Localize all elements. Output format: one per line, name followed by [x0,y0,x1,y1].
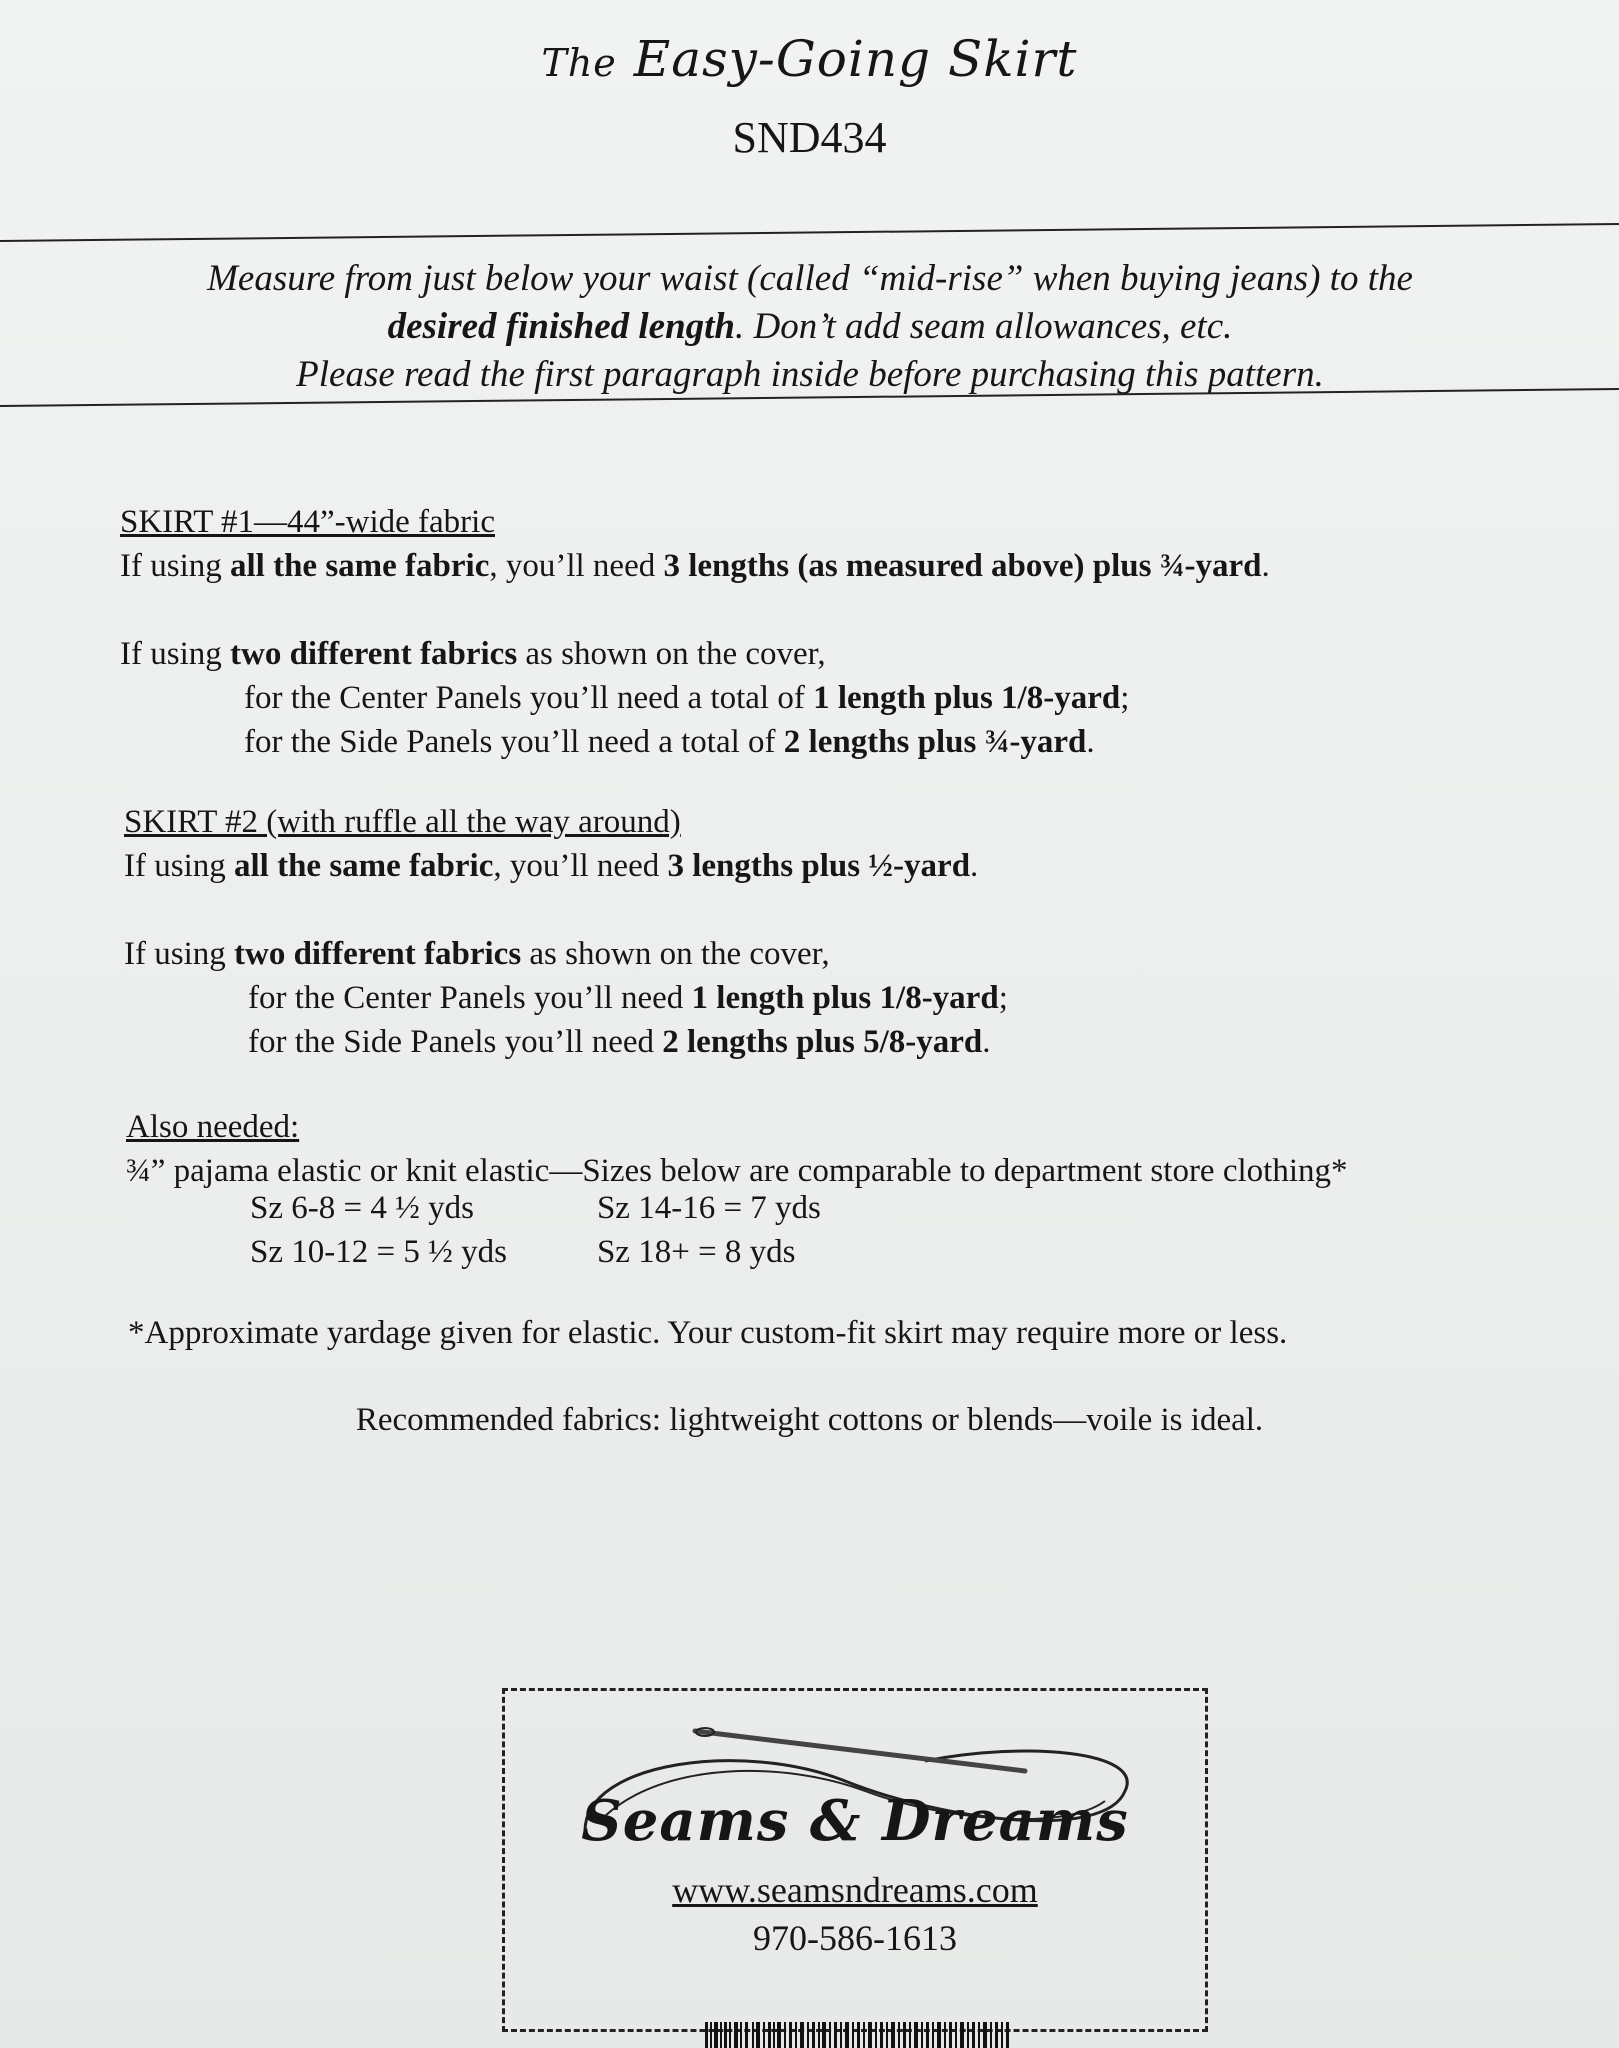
spacer [124,888,1544,932]
text: If using [124,936,234,972]
elastic-requirement: ¾” pajama elastic or knit elastic—Sizes below are comparable to department store clothing* [126,1153,1348,1189]
pattern-code: SND434 [732,113,887,162]
barcode-icon [705,2022,1010,2048]
website-link[interactable]: www.seamsndreams.com [672,1870,1038,1910]
text-bold: all the same fabric [230,548,490,584]
text-bold: 3 lengths (as measured above) plus ¾-yard [663,548,1262,584]
skirt2-two-fabrics [124,932,1544,976]
measure-line-1: Measure from just below your waist (called “mid-rise” when buying jeans) to the [207,258,1413,299]
text-bold: all the same fabric [234,848,494,884]
skirt2-center-panels [124,976,1544,1020]
skirt1-section [120,500,1540,764]
size-cell: Sz 6-8 = 4 ½ yds [250,1190,474,1226]
text: . [1261,548,1270,584]
recommended-fabrics: Recommended fabrics: lightweight cottons or blends—voile is ideal. [355,1402,1264,1438]
size-cell: Sz 18+ = 8 yds [596,1234,796,1270]
elastic-note: *Approximate yardage given for elastic. Your custom-fit skirt may require more or less. [128,1315,1288,1351]
brand-logo-box [502,1688,1208,2032]
pattern-title [0,30,1619,88]
text: ; [998,980,1008,1016]
text-bold: 2 lengths plus 5/8-yard [662,1024,983,1060]
text: . [982,1024,991,1060]
text-bold: two different fabrics [234,936,522,972]
skirt2-heading: SKIRT #2 (with ruffle all the way around) [124,804,681,840]
title-main: Easy-Going Skirt [633,30,1078,88]
brand-name: Seams & Dreams [581,1788,1129,1854]
text: ; [1120,680,1130,716]
text-bold: 3 lengths plus ½-yard [667,848,971,884]
text: for the Center Panels you’ll need [248,980,692,1016]
text: for the Side Panels you’ll need a total of [244,724,784,760]
text: If using [120,548,230,584]
text: , you’ll need [493,848,668,884]
skirt2-same-fabric [124,844,1544,888]
divider-top [0,223,1619,242]
text-bold: 1 length plus 1/8-yard [813,680,1121,716]
skirt1-same-fabric [120,544,1540,588]
text: If using [124,848,234,884]
text: for the Center Panels you’ll need a total of [244,680,814,716]
skirt2-section [124,800,1544,1064]
skirt1-two-fabrics [120,632,1540,676]
size-cell: Sz 10-12 = 5 ½ yds [250,1234,507,1270]
measure-line-2-rest: . Don’t add seam allowances, etc. [735,306,1233,347]
skirt1-heading: SKIRT #1—44”-wide fabric [120,504,495,540]
size-row [250,1186,911,1230]
elastic-size-table [250,1186,911,1274]
title-prefix: The [541,41,617,85]
skirt2-side-panels [124,1020,1544,1064]
text: . [970,848,979,884]
skirt1-side-panels [120,720,1540,764]
text: If using [120,636,230,672]
text-bold: 2 lengths plus ¾-yard [783,724,1087,760]
measure-bold: desired finished length [387,306,736,347]
text: as shown on the cover, [517,636,826,672]
size-cell: Sz 14-16 = 7 yds [596,1190,821,1226]
spacer [120,588,1540,632]
size-row [250,1230,911,1274]
text-bold: two different fabrics [230,636,518,672]
text: , you’ll need [489,548,664,584]
measure-instructions [100,255,1520,399]
text: . [1086,724,1095,760]
measure-line-3: Please read the first paragraph inside before purchasing this pattern. [296,354,1324,395]
text: for the Side Panels you’ll need [248,1024,663,1060]
text: as shown on the cover, [521,936,830,972]
text-bold: 1 length plus 1/8-yard [691,980,999,1016]
skirt1-center-panels [120,676,1540,720]
measure-line-2 [100,303,1520,351]
also-needed-section [126,1105,1546,1193]
also-needed-heading: Also needed: [126,1109,300,1145]
phone-number: 970-586-1613 [753,1918,957,1958]
